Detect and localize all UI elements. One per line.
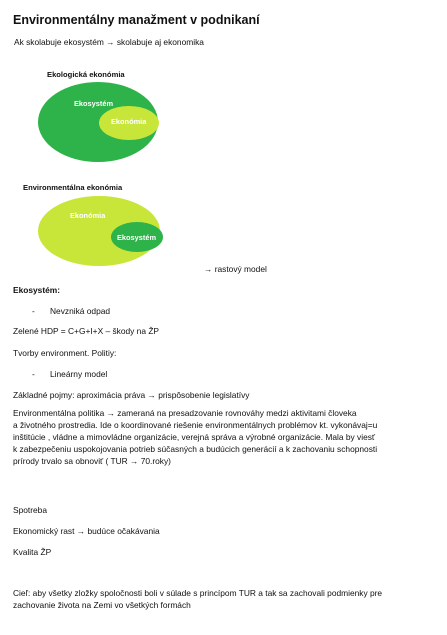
env-politika-line-4: k zabezpečeniu uspokojovania potrieb súčasných a budúcich generácií a k zachovaniu schopnosti	[13, 444, 378, 454]
diagram2-heading: Environmentálna ekonómia	[23, 183, 123, 192]
rast-line: Ekonomický rast → budúce očakávania	[13, 526, 160, 536]
ciel-line-2: zachovanie života na Zemi vo všetkých formách	[13, 600, 191, 610]
ciel-line-1: Cieľ: aby všetky zložky spoločnosti boli v súlade s princípom TUR a tak sa zachovali podmienky pre	[13, 588, 383, 598]
diagram2-outer-label: Ekonómia	[70, 211, 106, 220]
bullet-nevznika-odpad: Nevzniká odpad	[50, 306, 111, 316]
bullet-dash: -	[32, 369, 35, 379]
diagram1-heading: Ekologická ekonómia	[47, 70, 125, 79]
diagram1-inner-label: Ekonómia	[111, 117, 147, 126]
rastovy-model: → rastový model	[204, 264, 267, 274]
tvorby-line: Tvorby environment. Politiy:	[13, 348, 117, 358]
environmental-economics-diagram	[36, 194, 168, 268]
zelene-hdp-line: Zelené HDP = C+G+I+X – škody na ŽP	[13, 326, 160, 336]
env-politika-line-5: prírody trvalo sa obnoviť ( TUR → 70.roky)	[13, 456, 171, 466]
env-politika-line-2: a životného prostredia. Ide o koordinované riešenie environmentálnych problémov kt. vykonávaj=u	[13, 420, 378, 430]
ecological-economics-diagram	[36, 80, 166, 164]
page-title: Environmentálny manažment v podnikaní	[13, 13, 260, 27]
spotreba-line: Spotreba	[13, 505, 47, 515]
ekosystem-heading: Ekosystém:	[13, 285, 61, 295]
bullet-linearny-model: Lineárny model	[50, 369, 108, 379]
bullet-dash: -	[32, 306, 35, 316]
zakladne-pojmy-line: Základné pojmy: aproximácia práva → prispôsobenie legislatívy	[13, 390, 250, 400]
kvalita-line: Kvalita ŽP	[13, 547, 52, 557]
env-politika-line-1: Environmentálna politika → zameraná na presadzovanie rovnováhy medzi aktivitami človeka	[13, 408, 357, 418]
diagram1-outer-label: Ekosystém	[74, 99, 114, 108]
diagram2-inner-label: Ekosystém	[117, 233, 157, 242]
env-politika-line-3: inštitúcie , vládne a mimovládne organizácie, verejná správa a výrobné organizácie. Mala by viesť	[13, 432, 376, 442]
intro-line: Ak skolabuje ekosystém → skolabuje aj ekonomika	[14, 37, 204, 47]
